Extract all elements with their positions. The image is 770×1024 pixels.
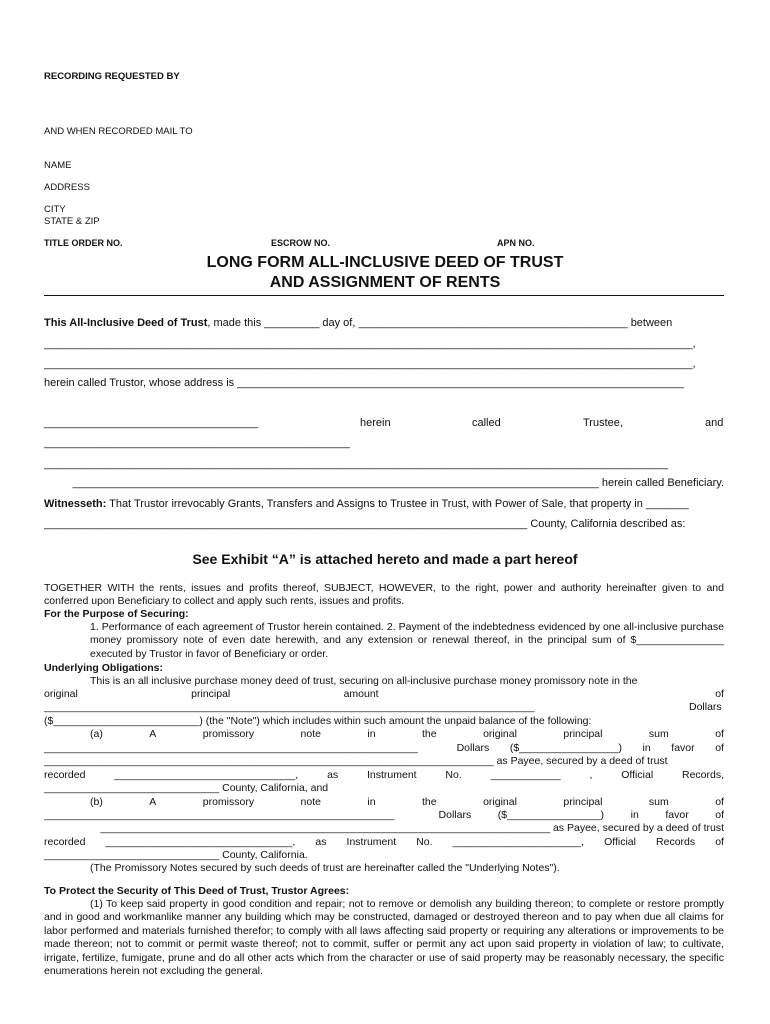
document-title-line-1: LONG FORM ALL-INCLUSIVE DEED OF TRUST (206, 254, 564, 271)
obligation-a-row-1 (44, 728, 724, 740)
intro-lead: This All-Inclusive Deed of Trust (44, 317, 208, 329)
county-line: _______________________________________________________________________________ County, California described as: (44, 518, 686, 530)
word: recorded (44, 769, 86, 781)
obligation-a-row-2 (44, 742, 724, 754)
witnesseth-line (44, 498, 689, 510)
word: as (327, 769, 339, 781)
obligation-a-row-3: _____________________________________________________________________________ as Payee, secured by a deed of trust (44, 755, 668, 767)
purpose-text: 1. Performance of each agreement of Trustor herein contained. 2. Payment of the indebtedness evidenced by one all-inclusive purchase money promissory note of even date herewith, and any extension or renewal thereof, in the principal sum of $_______________ executed by Trustor in favor of Beneficiary or order. (90, 621, 724, 660)
word: ($________________) (497, 809, 605, 821)
obligation-a-row-5: ______________________________ County, California, and (44, 782, 329, 794)
word: Instrument (346, 836, 397, 848)
obligation-b-row-2 (44, 809, 724, 821)
beneficiary-blank-2: ______________________________________________________________________________________________________ (44, 458, 669, 470)
word: (a) (90, 728, 103, 740)
document-title-line-2: AND ASSIGNMENT OF RENTS (269, 274, 501, 291)
word: favor (671, 742, 695, 754)
beneficiary-line-text: ______________________________________________________________________________________ herein called Beneficiary. (72, 477, 724, 489)
word: recorded (44, 836, 86, 848)
word: original (483, 796, 517, 808)
obligation-b-row-5: ______________________________ County, California. (44, 849, 308, 861)
blank-line-2: __________________________________________________________________________________________________________, (44, 358, 696, 370)
word: amount (343, 688, 379, 700)
word: principal (191, 688, 231, 700)
word: in (367, 728, 376, 740)
purpose-heading: For the Purpose of Securing: (44, 608, 189, 620)
dollars-blank: ____________________________________________________________________________________ (44, 701, 535, 713)
witnesseth-label: Witnesseth: (44, 498, 107, 510)
word: promissory (202, 728, 255, 740)
word: (b) (90, 796, 103, 808)
word: Official (621, 769, 654, 781)
word: ($_________________) (509, 742, 622, 754)
title-rule (44, 295, 724, 296)
word: of (715, 728, 724, 740)
word: No. (416, 836, 433, 848)
blank-line-1: __________________________________________________________________________________________________________, (44, 338, 696, 350)
word: note (300, 728, 321, 740)
word: note (300, 796, 321, 808)
purpose-paragraph (44, 621, 724, 661)
dollars-word: Dollars (689, 701, 722, 713)
beneficiary-blank-1: __________________________________________________ (44, 437, 350, 449)
obligation-b-row-1 (44, 796, 724, 808)
word: of (715, 796, 724, 808)
word: Official (604, 836, 636, 848)
escrow-no-label: ESCROW NO. (271, 238, 331, 248)
title-order-no-label: TITLE ORDER NO. (44, 238, 123, 248)
word: Records (656, 836, 696, 848)
word: A (149, 728, 157, 740)
intro-line (44, 317, 672, 329)
word: ______________________, (452, 836, 584, 848)
witnesseth-text: That Trustor irrevocably Grants, Transfers and Assigns to Trustee in Trust, with Power of Sale, that property in _______ (106, 498, 689, 510)
word: ________________________________, (105, 836, 296, 848)
protect-paragraph: (1) To keep said property in good condition and repair; not to remove or demolish any building thereon; to complete or restore promptly and in good and workmanlike manner any building which may be constructed, damaged or destroyed thereon and to pay when due all claims for labor performed and materials furnished therefor; to comply with all laws affecting said property or requiring any alterations or improvements to be made thereon; not to commit or permit waste thereof; not to commit, suffer or permit any act upon said property in violation of law; to cultivate, irrigate, fertilize, fumigate, prune and do all other acts which from the character or use of said property may be reasonably necessary, the specific enumerations herein not excluding the general. (44, 898, 724, 978)
word: ________________________________________________________________ (44, 742, 418, 754)
word: of (715, 836, 724, 848)
underlying-notes-sentence: (The Promissory Notes secured by such deeds of trust are hereinafter called the "Underlying Notes"). (90, 862, 560, 874)
protect-heading: To Protect the Security of This Deed of Trust, Trustor Agrees: (44, 885, 350, 897)
trustee-word: called (472, 417, 501, 429)
word: No. (445, 769, 462, 781)
trustee-word: herein (360, 417, 391, 429)
name-label: NAME (44, 160, 72, 171)
underlying-word-row (44, 688, 724, 700)
word: Records, (681, 769, 724, 781)
exhibit-heading: See Exhibit “A” is attached hereto and made a part hereof (192, 551, 578, 567)
intro-made-this: , made this _________ day of, ____________________________________________ between (207, 317, 673, 329)
word: sum (648, 728, 669, 740)
word: of (715, 742, 724, 754)
word: in (630, 809, 639, 821)
trustee-blank: ___________________________________ (44, 417, 259, 429)
word: , (589, 769, 593, 781)
word: original (44, 688, 78, 700)
word: principal (563, 796, 603, 808)
word: ____________ (490, 769, 561, 781)
word: the (422, 796, 437, 808)
word: principal (563, 728, 603, 740)
together-paragraph: TOGETHER WITH the rents, issues and profits thereof, SUBJECT, HOWEVER, to the right, power and authority hereinafter given to and conferred upon Beneficiary to collect and apply such rents, issues and profits. (44, 582, 724, 608)
underlying-paragraph-line1: This is an all inclusive purchase money deed of trust, securing on all-inclusive purchase money promissory note in the (90, 675, 638, 687)
word: of (715, 688, 724, 700)
address-label: ADDRESS (44, 182, 90, 193)
obligation-b-row-4 (44, 836, 724, 848)
word: as (315, 836, 327, 848)
word: in (367, 796, 376, 808)
word: original (483, 728, 517, 740)
word: Dollars (456, 742, 490, 754)
word: the (422, 728, 437, 740)
trustee-word: Trustee, (583, 417, 623, 429)
word: Instrument (366, 769, 417, 781)
word: sum (648, 796, 669, 808)
city-label: CITY (44, 204, 66, 215)
word: in (642, 742, 651, 754)
trustor-address-line: herein called Trustor, whose address is _________________________________________________________________________ (44, 377, 684, 389)
beneficiary-line (44, 477, 724, 489)
state-zip-label: STATE & ZIP (44, 216, 100, 227)
word: _______________________________, (114, 769, 299, 781)
obligation-a-row-4 (44, 769, 724, 781)
note-line: ($_________________________) (the "Note") which includes within such amount the unpaid balance of the following: (44, 715, 592, 727)
word: Dollars (438, 809, 472, 821)
word: favor (665, 809, 689, 821)
obligation-b-row-3: _____________________________________________________________________________ as Payee, secured by a deed of trust (100, 822, 724, 834)
and-when-recorded-label: AND WHEN RECORDED MAIL TO (44, 126, 193, 137)
word: ____________________________________________________________ (44, 809, 395, 821)
word: A (149, 796, 157, 808)
recording-requested-by: RECORDING REQUESTED BY (44, 71, 180, 82)
word: promissory (202, 796, 255, 808)
apn-no-label: APN NO. (497, 238, 535, 248)
underlying-heading: Underlying Obligations: (44, 662, 164, 674)
word: of (715, 809, 724, 821)
trustee-word: and (705, 417, 724, 429)
